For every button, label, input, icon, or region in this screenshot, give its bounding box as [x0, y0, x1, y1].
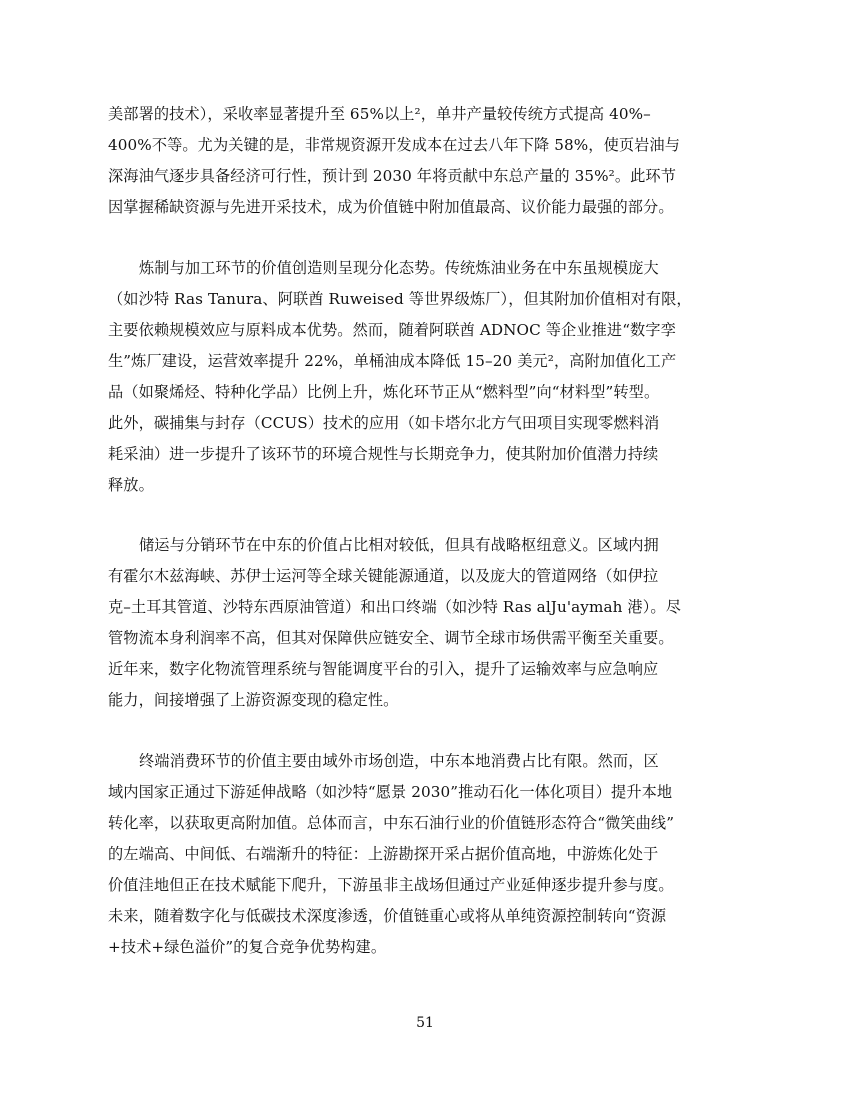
text-line: +技术+绿色溢价”的复合竞争优势构建。	[108, 938, 387, 956]
paragraph-upstream-continued	[108, 99, 748, 223]
paragraph-consumption	[108, 746, 748, 963]
text-line: 深海油气逐步具备经济可行性，预计到 2030 年将贡献中东总产量的 35%²。此环节	[108, 167, 676, 185]
text-line: 品（如聚烯烃、特种化学品）比例上升，炼化环节正从“燃料型”向“材料型”转型。	[108, 383, 660, 401]
paragraph-refining	[108, 253, 748, 501]
text-line: 有霍尔木兹海峡、苏伊士运河等全球关键能源通道，以及庞大的管道网络（如伊拉	[108, 567, 659, 585]
text-line: 能力，间接增强了上游资源变现的稳定性。	[108, 691, 399, 709]
text-line: 未来，随着数字化与低碳技术深度渗透，价值链重心或将从单纯资源控制转向“资源	[108, 907, 667, 925]
text-line: 的左端高、中间低、右端渐升的特征：上游勘探开采占据价值高地，中游炼化处于	[108, 845, 659, 863]
text-line: 价值洼地但正在技术赋能下爬升，下游虽非主战场但通过产业延伸逐步提升参与度。	[108, 876, 674, 894]
page-number: 51	[416, 1015, 434, 1031]
text-line: 400%不等。尤为关键的是，非常规资源开发成本在过去八年下降 58%，使页岩油与	[108, 136, 681, 154]
text-line: 美部署的技术），采收率显著提升至 65%以上²，单井产量较传统方式提高 40%–	[108, 105, 651, 123]
text-line: 主要依赖规模效应与原料成本优势。然而，随着阿联酋 ADNOC 等企业推进“数字孪	[108, 321, 676, 339]
paragraph-logistics	[108, 530, 748, 716]
text-line: 管物流本身利润率不高，但其对保障供应链安全、调节全球市场供需平衡至关重要。	[108, 629, 674, 647]
text-line: （如沙特 Ras Tanura、阿联酋 Ruweised 等世界级炼厂），但其附加价值相对有限，	[108, 290, 692, 308]
text-line: 生”炼厂建设，运营效率提升 22%，单桶油成本降低 15–20 美元²，高附加值化工产	[108, 352, 677, 370]
text-line: 克–土耳其管道、沙特东西原油管道）和出口终端（如沙特 Ras alJu'aymah 港）。尽	[108, 598, 681, 616]
text-line: 炼制与加工环节的价值创造则呈现分化态势。传统炼油业务在中东虽规模庞大	[139, 259, 659, 277]
text-line: 域内国家正通过下游延伸战略（如沙特“愿景 2030”推动石化一体化项目）提升本地	[108, 783, 673, 801]
text-line: 储运与分销环节在中东的价值占比相对较低，但具有战略枢纽意义。区域内拥	[139, 536, 659, 554]
text-line: 此外，碳捕集与封存（CCUS）技术的应用（如卡塔尔北方气田项目实现零燃料消	[108, 414, 660, 432]
text-line: 近年来，数字化物流管理系统与智能调度平台的引入，提升了运输效率与应急响应	[108, 660, 659, 678]
text-line: 转化率，以获取更高附加值。总体而言，中东石油行业的价值链形态符合“微笑曲线”	[108, 814, 675, 832]
text-line: 耗采油）进一步提升了该环节的环境合规性与长期竞争力，使其附加价值潜力持续	[108, 445, 659, 463]
text-line: 终端消费环节的价值主要由域外市场创造，中东本地消费占比有限。然而，区	[139, 752, 659, 770]
text-line: 因掌握稀缺资源与先进开采技术，成为价值链中附加值最高、议价能力最强的部分。	[108, 198, 674, 216]
text-line: 释放。	[108, 476, 154, 494]
